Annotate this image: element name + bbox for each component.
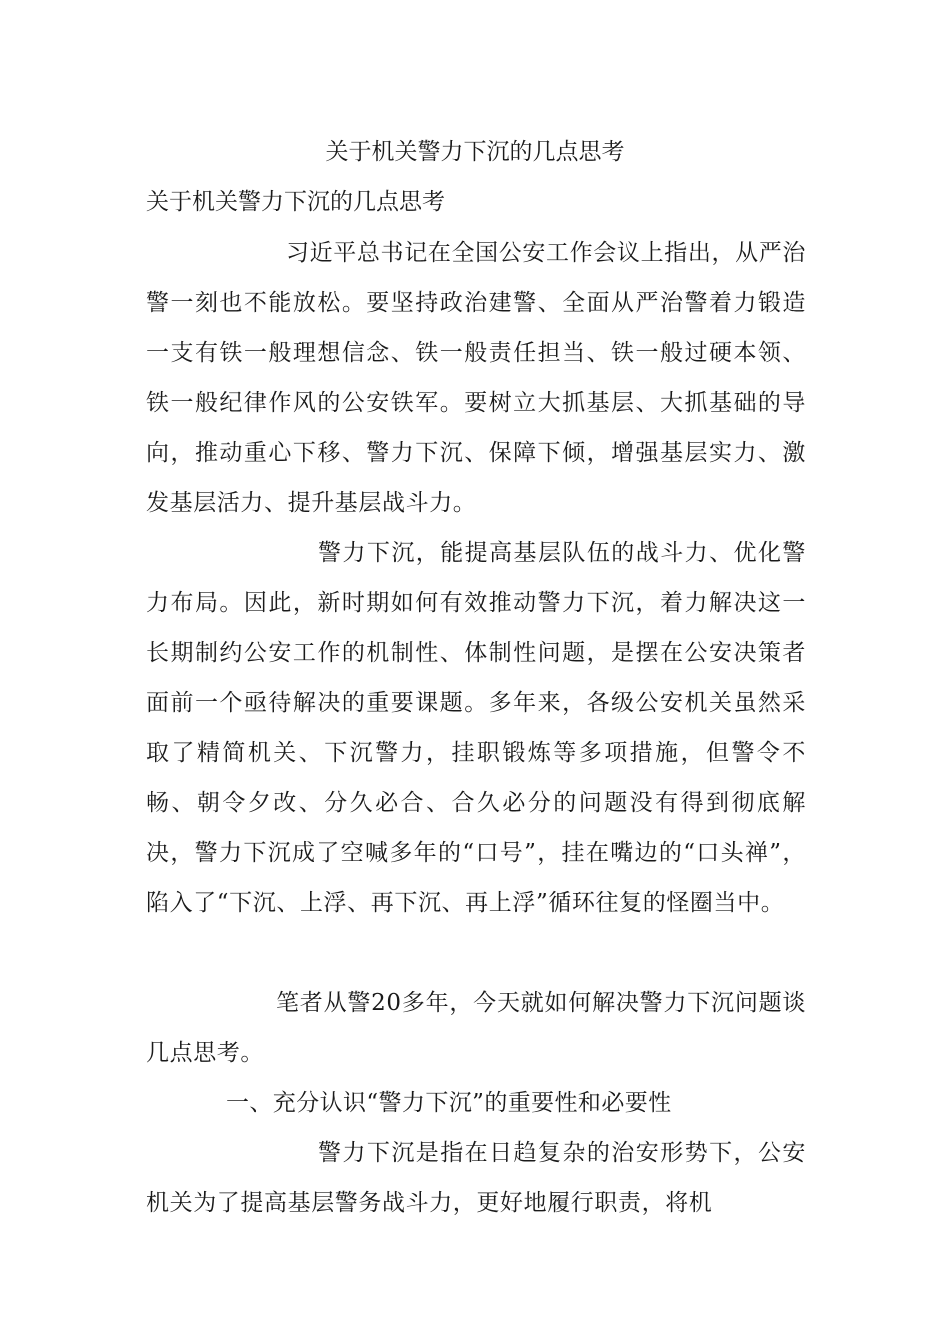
document-title: 关于机关警力下沉的几点思考 bbox=[325, 139, 625, 165]
paragraph-2: 警力下沉，能提高基层队伍的战斗力、优化警力布局。因此，新时期如何有效推动警力下沉，着力解决这一长期制约公安工作的机制性、体制性问题，是摆在公安决策者面前一个亟待解决的重要课题。多年来，各级公安机关虽然采取了精简机关、下沉警力，挂职锻炼等多项措施，但警令不畅、朝令夕改、分久必合、合久必分的问题没有得到彻底解决，警力下沉成了空喊多年的“口号”，挂在嘴边的“口头禅”，陷入了“下沉、上浮、再下沉、再上浮”循环往复的怪圈当中。 bbox=[146, 540, 806, 916]
document-subtitle: 关于机关警力下沉的几点思考 bbox=[146, 189, 445, 215]
paragraph-1: 习近平总书记在全国公安工作会议上指出，从严治警一刻也不能放松。要坚持政治建警、全面从严治警着力锻造一支有铁一般理想信念、铁一般责任担当、铁一般过硬本领、铁一般纪律作风的公安铁军。要树立大抓基层、大抓基础的导向，推动重心下移、警力下沉、保障下倾，增强基层实力、激发基层活力、提升基层战斗力。 bbox=[146, 240, 806, 516]
section-heading-1: 一、充分认识“警力下沉”的重要性和必要性 bbox=[226, 1090, 672, 1116]
paragraph-3: 笔者从警20多年，今天就如何解决警力下沉问题谈几点思考。 bbox=[146, 990, 806, 1066]
section-1-paragraph: 警力下沉是指在日趋复杂的治安形势下，公安机关为了提高基层警务战斗力，更好地履行职责，将机 bbox=[146, 1140, 806, 1216]
